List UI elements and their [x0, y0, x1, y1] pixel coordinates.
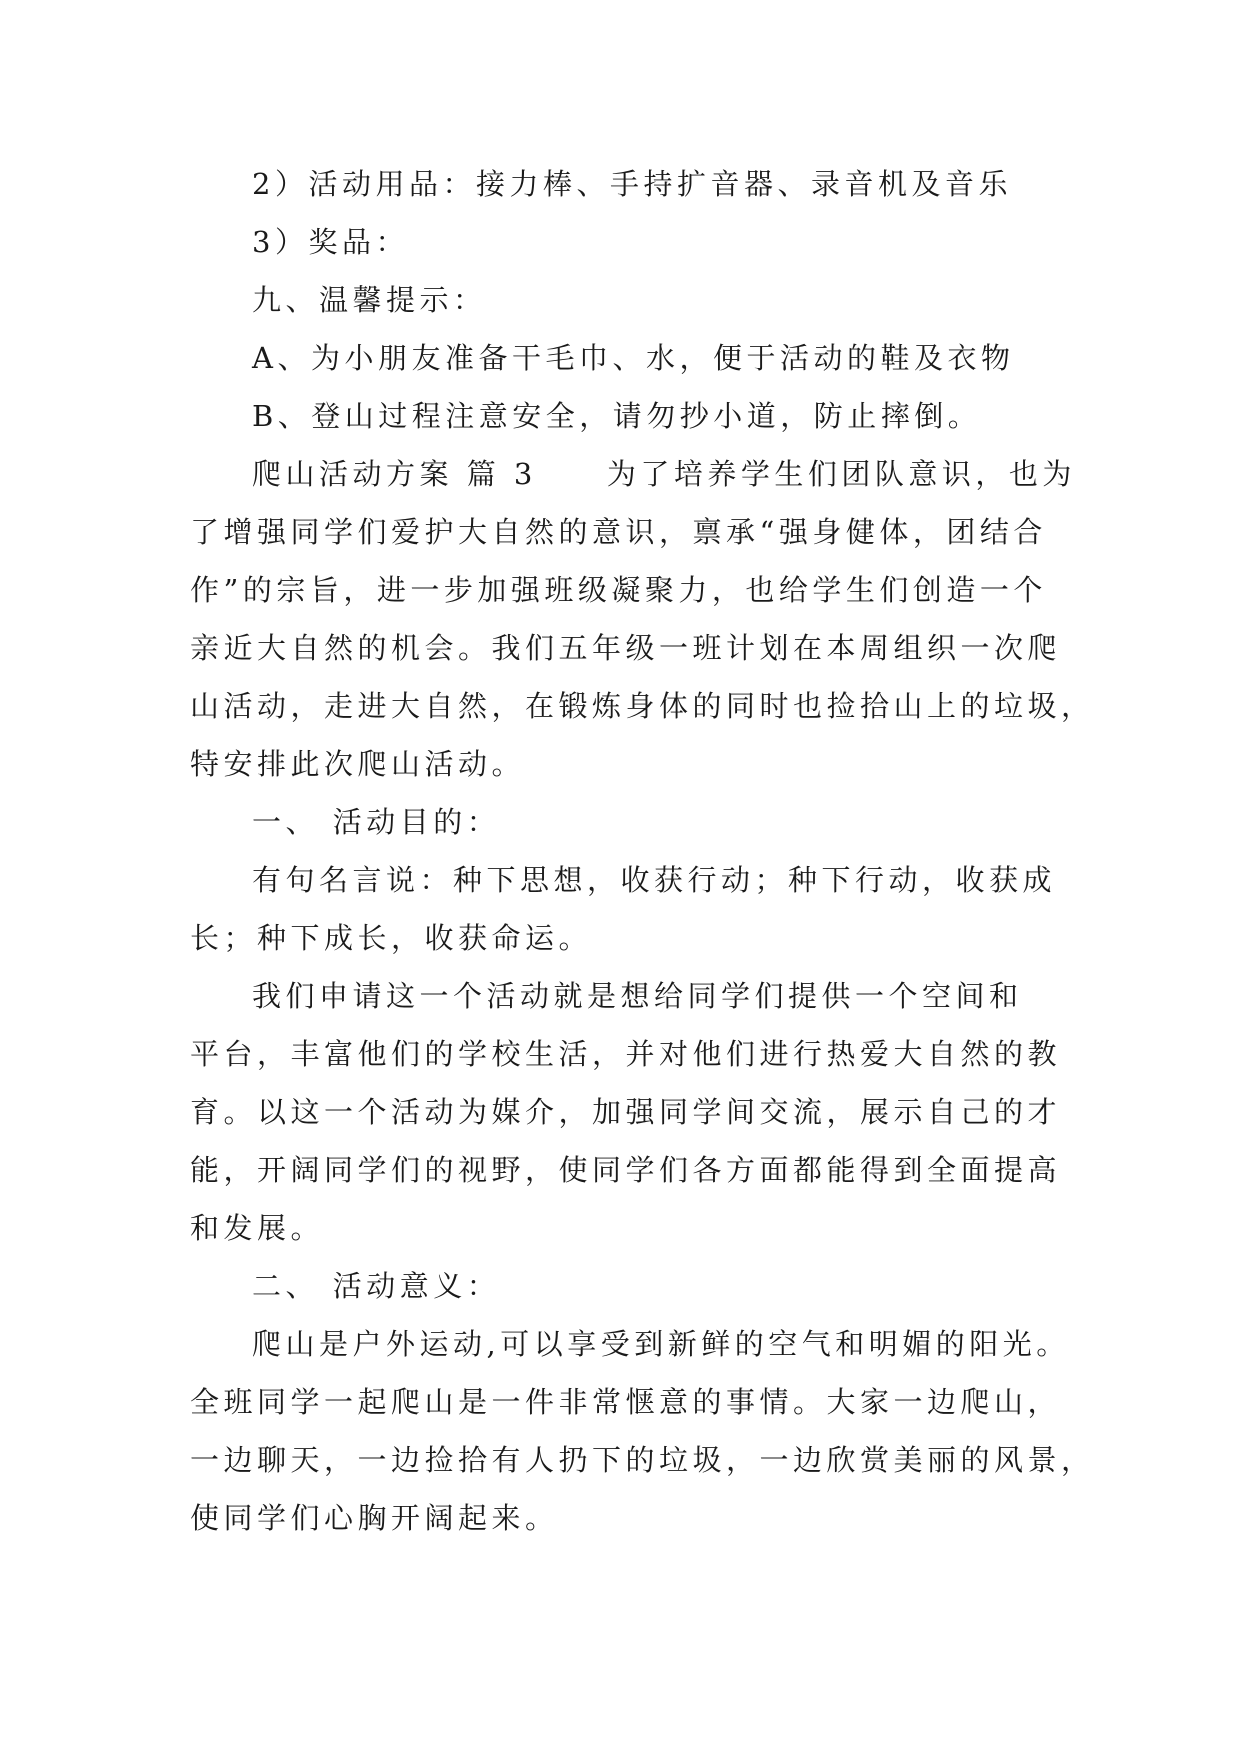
text-line: A、为小朋友准备干毛巾、水，便于活动的鞋及衣物 [252, 341, 1015, 375]
text-line: 平台，丰富他们的学校生活，并对他们进行热爱大自然的教 [190, 1037, 1062, 1071]
text-line: 使同学们心胸开阔起来。 [190, 1501, 559, 1535]
section-heading: 一、 活动目的： [252, 805, 501, 839]
text-line: 有句名言说：种下思想，收获行动；种下行动，收获成 [252, 863, 1057, 897]
text-line: 3）奖品： [252, 225, 409, 259]
article-title: 爬山活动方案 篇 3 [252, 457, 537, 491]
document-page [190, 155, 1095, 1547]
text-line: 2）活动用品：接力棒、手持扩音器、录音机及音乐 [252, 167, 1012, 201]
text-line: 一边聊天，一边捡拾有人扔下的垃圾，一边欣赏美丽的风景， [190, 1443, 1095, 1477]
text-line: 长；种下成长，收获命运。 [190, 921, 593, 955]
text-line: 山活动，走进大自然，在锻炼身体的同时也捡拾山上的垃圾， [190, 689, 1095, 723]
text-fragment: 为了培养学生们团队意识，也为 [606, 457, 1076, 491]
section-heading: 二、 活动意义： [252, 1269, 501, 1303]
paragraph-first-line [190, 445, 1076, 503]
text-line: 育。以这一个活动为媒介，加强同学间交流，展示自己的才 [190, 1095, 1062, 1129]
text-line: B、登山过程注意安全，请勿抄小道，防止摔倒。 [252, 399, 982, 433]
text-line: 全班同学一起爬山是一件非常惬意的事情。大家一边爬山， [190, 1385, 1062, 1419]
text-line: 亲近大自然的机会。我们五年级一班计划在本周组织一次爬 [190, 631, 1062, 665]
text-line: 了增强同学们爱护大自然的意识，禀承“强身健体，团结合 [190, 515, 1047, 549]
text-line: 作”的宗旨，进一步加强班级凝聚力，也给学生们创造一个 [190, 573, 1047, 607]
text-line: 爬山是户外运动,可以享受到新鲜的空气和明媚的阳光。 [252, 1327, 1070, 1361]
text-line: 和发展。 [190, 1211, 325, 1245]
text-line: 能，开阔同学们的视野，使同学们各方面都能得到全面提高 [190, 1153, 1062, 1187]
section-heading: 九、温馨提示： [252, 283, 487, 317]
text-line: 特安排此次爬山活动。 [190, 747, 526, 781]
text-line: 我们申请这一个活动就是想给同学们提供一个空间和 [252, 979, 1023, 1013]
